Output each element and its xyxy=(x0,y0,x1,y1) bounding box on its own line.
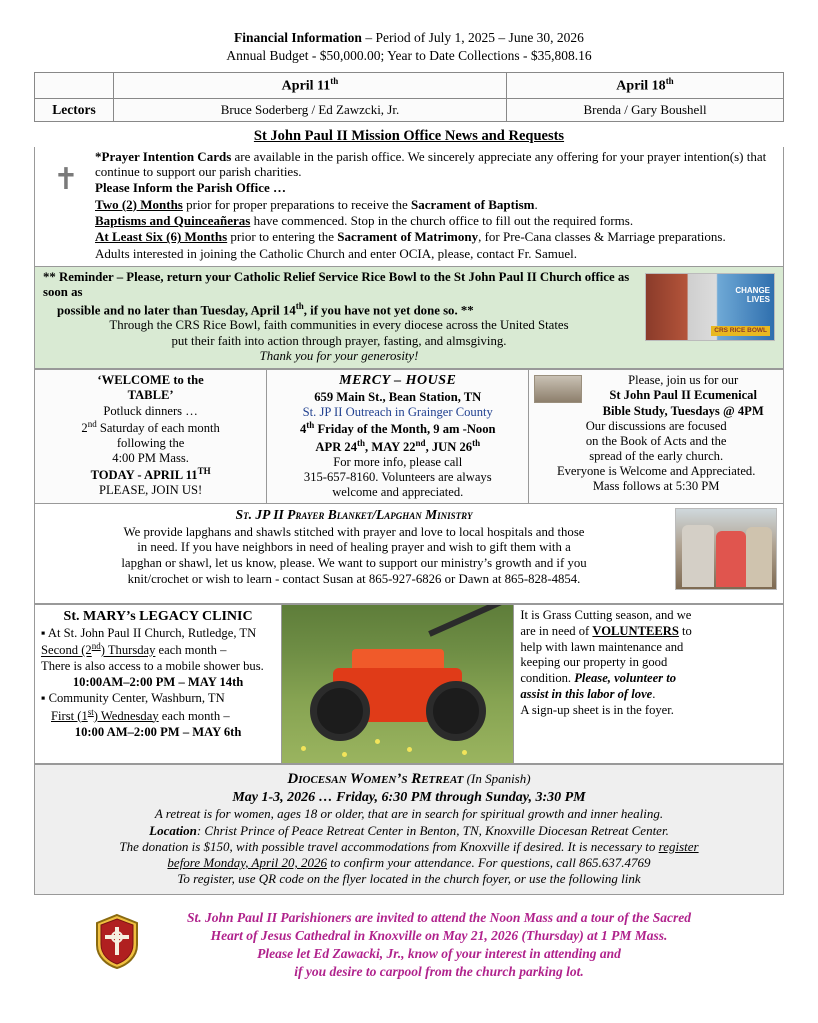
news-heading: St John Paul II Mission Office News and Requests xyxy=(253,127,565,144)
news-section xyxy=(34,147,784,267)
retreat-desc: A retreat is for women, ages 18 or older, that are in search for spiritual growth and inner healing. xyxy=(154,806,664,822)
mercy-info: For more info, please call xyxy=(333,454,463,469)
womens-retreat-section xyxy=(34,764,784,895)
prayer-blanket-line-3: lapghan or shawl, let us know, please. We want to support our ministry’s growth and if you xyxy=(121,555,587,570)
mercy-house-title: MERCY – HOUSE xyxy=(339,373,457,389)
volunteer-line-6: assist in this labor of love. xyxy=(520,686,656,701)
clinic-location-1: ▪ At St. John Paul II Church, Rutledge, TN xyxy=(41,625,257,640)
mercy-address: 659 Main St., Bean Station, TN xyxy=(314,390,482,405)
schedule-date-1: April 11th xyxy=(114,73,507,99)
clinic-time-1: 10:00AM–2:00 PM – MAY 14th xyxy=(72,675,244,690)
clinic-location-2: ▪ Community Center, Washburn, TN xyxy=(41,690,225,705)
retreat-register: To register, use QR code on the flyer located in the church foyer, or use the following link xyxy=(177,871,641,887)
baptism-notice: Two (2) Months prior for proper preparations to receive the Sacrament of Baptism. xyxy=(95,196,538,212)
welcome-mass-time: 4:00 PM Mass. xyxy=(112,451,189,466)
schedule-corner-cell xyxy=(35,73,114,99)
rice-bowl-reminder xyxy=(34,267,784,369)
clinic-time-2: 10:00 AM–2:00 PM – MAY 6th xyxy=(74,724,242,739)
schedule-date-2: April 18th xyxy=(507,73,784,99)
clinic-schedule-2: First (1st) Wednesday each month – xyxy=(51,706,230,723)
clinic-volunteer-section xyxy=(34,604,784,764)
volunteer-text-cell xyxy=(514,605,784,764)
photo-figure-center xyxy=(716,531,746,587)
mercy-dates: APR 24th, MAY 22nd, JUN 26th xyxy=(315,437,481,454)
prayer-blanket-line-1: We provide lapghans and shawls stitched with prayer and love to local hospitals and those xyxy=(123,524,585,539)
cathedral-line-4: if you desire to carpool from the church parking lot. xyxy=(294,964,584,980)
ocia-notice: Adults interested in joining the Catholic Church and enter OCIA, please, contact Fr. Samuel. xyxy=(95,245,577,261)
cross-icon: ✝ xyxy=(53,162,79,196)
photo-figure-left xyxy=(682,525,714,587)
welcome-title-2: TABLE’ xyxy=(127,388,174,403)
retreat-location: Location: Christ Prince of Peace Retreat Center in Benton, TN, Knoxville Diocesan Retreat Center. xyxy=(149,822,669,838)
reminder-line-1: ** Reminder – Please, return your Catholic Relief Service Rice Bowl to the St John Paul II Church office as soon as xyxy=(43,269,630,300)
volunteer-line-2: are in need of VOLUNTEERS to xyxy=(520,623,692,638)
three-column-section xyxy=(34,369,784,504)
retreat-title-line: Diocesan Women’s Retreat (In Spanish) xyxy=(287,771,531,788)
volunteer-line-3: help with lawn maintenance and xyxy=(520,639,684,654)
bible-time: Bible Study, Tuesdays @ 4PM xyxy=(602,403,764,418)
bible-study-image xyxy=(534,375,582,403)
flower-dot xyxy=(375,739,380,744)
mercy-subtitle: St. JP II Outreach in Grainger County xyxy=(302,405,493,420)
financial-period: – Period of July 1, 2025 – June 30, 2026 xyxy=(361,30,584,45)
bible-desc-2: on the Book of Acts and the xyxy=(585,433,727,448)
inform-office-heading: Please Inform the Parish Office … xyxy=(95,180,286,196)
clinic-schedule-1: Second (2nd) Thursday each month – xyxy=(41,641,227,658)
reminder-thanks: Thank you for your generosity! xyxy=(259,348,419,363)
ordinal-suffix: th xyxy=(665,76,674,86)
financial-title: Financial Information xyxy=(234,30,362,45)
cathedral-line-2: Heart of Jesus Cathedral in Knoxville on May 21, 2026 (Thursday) at 1 PM Mass. xyxy=(210,927,668,943)
photo-figure-right xyxy=(746,527,772,587)
legacy-clinic-title: St. MARY’s LEGACY CLINIC xyxy=(63,609,253,625)
prayer-blanket-line-4: knit/crochet or wish to learn - contact Susan at 865-927-6826 or Dawn at 865-828-4854. xyxy=(127,571,581,586)
cathedral-trip-section xyxy=(34,909,784,993)
financial-heading xyxy=(34,30,784,46)
welcome-following: following the xyxy=(116,435,185,450)
flower-dot xyxy=(301,746,306,751)
prayer-blanket-line-2: in need. If you have neighbors in need of healing prayer and wish to gift them with a xyxy=(137,540,571,555)
mercy-phone: 315-657-8160. Volunteers are always xyxy=(303,470,492,484)
quinceanera-notice: Baptisms and Quinceañeras have commenced. Stop in the church office to fill out the required forms. xyxy=(95,212,634,228)
mercy-house-cell xyxy=(267,370,529,504)
lectors-april-18: Brenda / Gary Boushell xyxy=(507,98,784,121)
welcome-schedule: 2nd Saturday of each month xyxy=(81,418,220,435)
rice-bowl-badge: CRS RICE BOWL xyxy=(711,326,770,336)
bible-desc-1: Our discussions are focused xyxy=(585,418,727,433)
mercy-schedule: 4th Friday of the Month, 9 am -Noon xyxy=(300,420,496,437)
mower-wheel-right xyxy=(426,681,486,741)
lawn-mower-image xyxy=(282,605,513,763)
cathedral-line-3: Please let Ed Zawacki, Jr., know of your interest in attending and xyxy=(257,946,621,962)
matrimony-notice: At Least Six (6) Months prior to entering the Sacrament of Matrimony, for Pre-Cana classes & Marriage preparations. xyxy=(95,229,726,245)
prayer-blanket-section xyxy=(34,504,784,604)
mower-handle xyxy=(428,605,502,636)
welcome-potluck: Potluck dinners … xyxy=(103,403,198,418)
volunteer-line-1: It is Grass Cutting season, and we xyxy=(520,608,692,623)
retreat-dates: May 1-3, 2026 … Friday, 6:30 PM through Sunday, 3:30 PM xyxy=(232,789,586,805)
bible-study-cell xyxy=(529,370,784,504)
legacy-clinic-cell xyxy=(35,605,282,764)
rice-bowl-image xyxy=(645,273,775,341)
volunteer-line-7: A sign-up sheet is in the foyer. xyxy=(520,702,674,717)
flower-dot xyxy=(462,750,467,755)
retreat-donation: The donation is $150, with possible travel accommodations from Knoxville if desired. It is necessary to register xyxy=(119,838,699,854)
lectors-april-11: Bruce Soderberg / Ed Zawzcki, Jr. xyxy=(114,98,507,121)
welcome-join: PLEASE, JOIN US! xyxy=(98,483,203,498)
volunteer-line-4: keeping our property in good xyxy=(520,655,668,670)
clinic-shower-bus: There is also access to a mobile shower bus. xyxy=(41,659,264,674)
bible-title: St John Paul II Ecumenical xyxy=(609,388,757,403)
table-row xyxy=(35,98,784,121)
bible-welcome: Everyone is Welcome and Appreciated. xyxy=(556,463,756,478)
welcome-today: TODAY - APRIL 11TH xyxy=(90,466,211,483)
mower-wheel-left xyxy=(310,681,370,741)
table-row-header xyxy=(35,73,784,99)
prayer-intention-text: *Prayer Intention Cards are available in the parish office. We sincerely appreciate any offering for your prayer intention(s) that continue to support our parish charities. xyxy=(95,148,767,179)
bible-mass: Mass follows at 5:30 PM xyxy=(592,479,720,494)
volunteer-line-5: condition. Please, volunteer to xyxy=(520,671,677,686)
bible-join: Please, join us for our xyxy=(628,373,739,388)
welcome-title-1: ‘WELCOME to the xyxy=(97,373,204,388)
reminder-line-3: Through the CRS Rice Bowl, faith communities in every diocese across the United States xyxy=(109,318,569,333)
knights-of-columbus-crest-icon xyxy=(94,913,140,969)
cathedral-line-1: St. John Paul II Parishioners are invited to attend the Noon Mass and a tour of the Sacred xyxy=(186,909,692,925)
financial-budget: Annual Budget - $50,000.00; Year to Date Collections - $35,808.16 xyxy=(226,48,592,63)
flower-dot xyxy=(342,752,347,757)
prayer-blanket-image xyxy=(675,508,777,590)
mower-image-cell xyxy=(282,605,514,764)
mercy-welcome: welcome and appreciated. xyxy=(332,485,464,500)
flower-dot xyxy=(407,747,412,752)
schedule-row-label: Lectors xyxy=(35,98,114,121)
reminder-line-2: possible and no later than Tuesday, April 14th, if you have not yet done so. ** xyxy=(57,300,474,317)
ordinal-suffix: th xyxy=(330,76,339,86)
reminder-line-4: put their faith into action through prayer, fasting, and almsgiving. xyxy=(171,333,507,348)
prayer-blanket-title: St. JP II Prayer Blanket/Lapghan Ministry xyxy=(235,507,473,523)
welcome-table-cell xyxy=(35,370,267,504)
bible-desc-3: spread of the early church. xyxy=(589,448,724,463)
lector-schedule-table xyxy=(34,72,784,122)
rice-bowl-image-text: CHANGE LIVES xyxy=(735,285,770,305)
retreat-deadline: before Monday, April 20, 2026 to confirm your attendance. For questions, call 865.637.4769 xyxy=(167,855,651,871)
